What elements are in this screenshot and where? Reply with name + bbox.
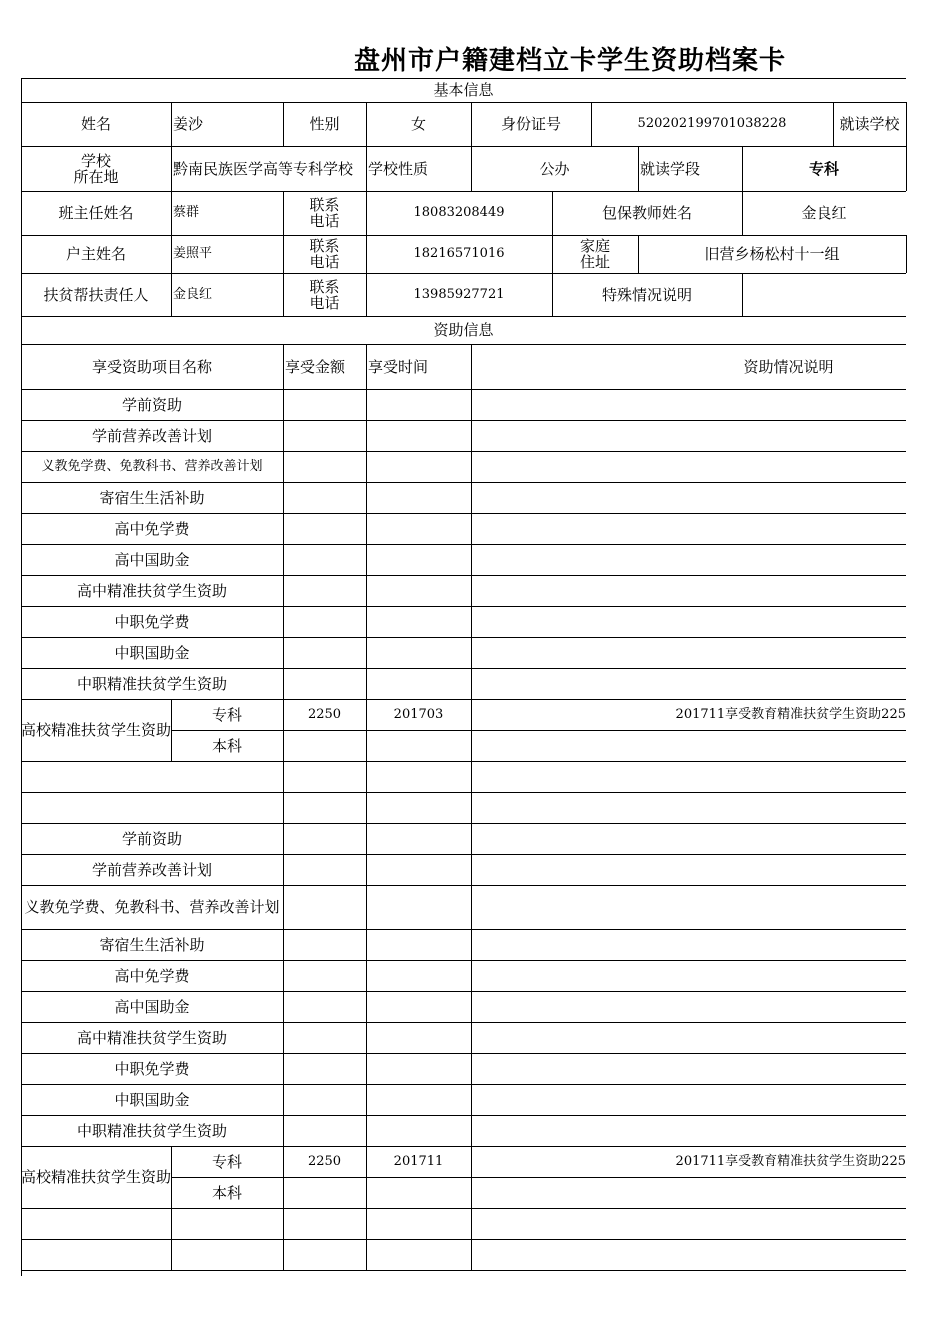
aid-item-label: 中职免学费 <box>114 612 190 631</box>
helper-phone-value: 13985927721 <box>413 286 505 302</box>
teacher-phone-value: 18083208449 <box>413 205 505 220</box>
school-label: 就读学校 <box>839 115 900 133</box>
aid-item-label: 中职精准扶贫学生资助 <box>76 674 227 693</box>
aid-item-label: 高中精准扶贫学生资助 <box>76 581 227 600</box>
aid-note-value: 201711享受教育精准扶贫学生资助225 <box>675 1153 906 1169</box>
aid-item-label: 寄宿生生活补助 <box>99 935 205 954</box>
grid-line <box>471 389 472 823</box>
aid-amount-value: 2250 <box>307 1153 342 1169</box>
name-value: 姜沙 <box>173 115 204 133</box>
college-aid-label: 高校精准扶贫学生资助 <box>21 721 171 739</box>
aid-item-label: 学前营养改善计划 <box>91 426 212 445</box>
id-value: 520202199701038228 <box>637 116 787 131</box>
grid-line <box>171 1208 172 1270</box>
teacher-value: 蔡群 <box>173 205 200 220</box>
aid-time-header: 享受时间 <box>368 357 429 376</box>
school-location-label: 学校 所在地 <box>73 151 119 186</box>
aid-item-label: 高中免学费 <box>114 966 190 985</box>
school-location-value: 黔南民族医学高等专科学校 <box>173 159 354 178</box>
college-sub-undergrad: 本科 <box>211 736 242 755</box>
aid-item-label: 学前资助 <box>121 395 182 414</box>
guarantee-teacher-value: 金良红 <box>801 204 847 222</box>
aid-amount-header: 享受金额 <box>285 357 346 376</box>
helper-label: 扶贫帮扶责任人 <box>43 285 149 304</box>
aid-note-header: 资助情况说明 <box>743 357 834 376</box>
aid-time-value: 201711 <box>393 1153 444 1169</box>
aid-item-label: 高中国助金 <box>114 997 190 1016</box>
grid-line <box>21 1208 906 1209</box>
address-value: 旧营乡杨松村十一组 <box>704 245 840 263</box>
grid-line <box>21 1239 906 1240</box>
aid-item-label: 义教免学费、免教科书、营养改善计划 <box>41 458 263 474</box>
id-label: 身份证号 <box>500 115 561 133</box>
aid-item-label: 高中精准扶贫学生资助 <box>76 1028 227 1047</box>
stage-label: 就读学段 <box>640 159 701 178</box>
college-sub-vocational: 专科 <box>211 705 242 724</box>
householder-phone-value: 18216571016 <box>413 246 505 261</box>
stage-value: 专科 <box>808 159 839 178</box>
aid-time-value: 201703 <box>393 706 444 722</box>
special-value <box>742 273 906 316</box>
grid-line <box>906 102 907 146</box>
school-type-label: 学校性质 <box>368 159 429 178</box>
gender-label: 性别 <box>309 115 340 133</box>
aid-note-value: 201711享受教育精准扶贫学生资助225 <box>675 706 906 722</box>
guarantee-teacher-label: 包保教师姓名 <box>601 204 692 222</box>
grid-line <box>366 823 367 1270</box>
aid-item-label: 寄宿生生活补助 <box>99 488 205 507</box>
helper-phone-label: 联系 电话 <box>309 277 340 312</box>
teacher-phone-label: 联系 电话 <box>309 196 340 230</box>
college-aid-label: 高校精准扶贫学生资助 <box>21 1168 171 1186</box>
grid-line <box>283 389 284 823</box>
grid-line <box>906 146 907 191</box>
aid-info-header: 资助信息 <box>433 321 494 339</box>
aid-item-label: 义教免学费、免教科书、营养改善计划 <box>24 898 280 916</box>
householder-value: 姜照平 <box>173 246 213 261</box>
aid-item-label: 学前营养改善计划 <box>91 860 212 879</box>
aid-item-label: 学前资助 <box>121 829 182 848</box>
address-label: 家庭 住址 <box>579 237 610 271</box>
aid-project-header: 享受资助项目名称 <box>91 357 212 376</box>
aid-item-label: 中职免学费 <box>114 1059 190 1078</box>
archive-card-table <box>21 78 906 1276</box>
aid-item-label: 高中国助金 <box>114 550 190 569</box>
grid-line <box>21 1270 906 1271</box>
grid-line <box>366 389 367 823</box>
aid-item-label: 高中免学费 <box>114 519 190 538</box>
helper-value: 金良红 <box>173 286 213 302</box>
grid-line <box>906 235 907 273</box>
grid-line <box>283 823 284 1270</box>
grid-line <box>21 792 906 793</box>
grid-line <box>21 761 906 762</box>
teacher-label: 班主任姓名 <box>58 204 134 222</box>
householder-label: 户主姓名 <box>65 245 126 263</box>
special-label: 特殊情况说明 <box>601 285 692 304</box>
householder-phone-label: 联系 电话 <box>309 237 340 271</box>
college-sub-undergrad: 本科 <box>211 1183 242 1202</box>
gender-value: 女 <box>410 115 426 133</box>
aid-item-label: 中职国助金 <box>114 1090 190 1109</box>
name-label: 姓名 <box>80 115 111 133</box>
school-type-value: 公办 <box>539 159 570 178</box>
aid-item-label: 中职国助金 <box>114 643 190 662</box>
page-title: 盘州市户籍建档立卡学生资助档案卡 <box>353 46 786 76</box>
aid-amount-value: 2250 <box>307 706 342 722</box>
college-sub-vocational: 专科 <box>211 1152 242 1171</box>
grid-line <box>471 823 472 1270</box>
aid-item-label: 中职精准扶贫学生资助 <box>76 1121 227 1140</box>
basic-info-header: 基本信息 <box>433 81 494 99</box>
